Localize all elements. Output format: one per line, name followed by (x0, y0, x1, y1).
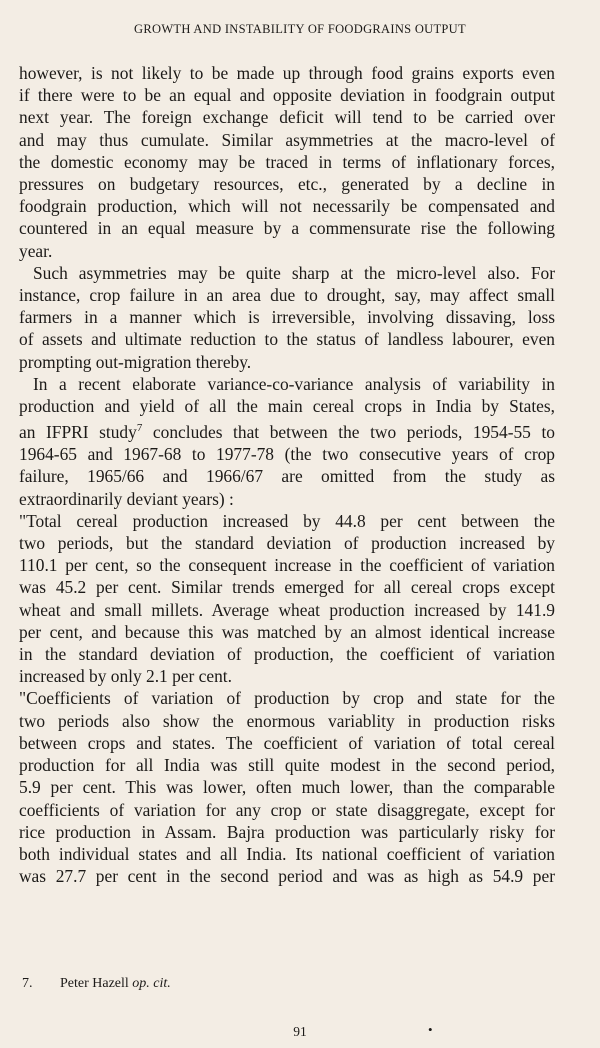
footnote (22, 976, 171, 992)
text-line: wheat and small millets. Average wheat production increased by 141.9 (19, 599, 555, 620)
text-line: prompting out-migration thereby. (19, 351, 252, 372)
text-line: 110.1 per cent, so the consequent increase in the coefficient of variation (19, 555, 555, 576)
text-line: an IFPRI study$^7$ concludes that between the two periods, 1954-55 to (19, 422, 555, 443)
text-line: the domestic economy may be traced in terms of inflationary forces, (19, 151, 555, 172)
text-line: if there were to be an equal and opposite deviation in foodgrain output (19, 85, 555, 106)
text-line: two periods, but the standard deviation of production increased by (19, 533, 555, 554)
text-line: 5.9 per cent. This was lower, often much lower, than the comparable (19, 777, 555, 798)
text-line: 1964-65 and 1967-68 to 1977-78 (the two consecutive years of crop (19, 444, 555, 465)
page-number: 91 (293, 1024, 307, 1039)
text-line: and may thus cumulate. Similar asymmetries at the macro-level of (19, 129, 555, 150)
text-line: instance, crop failure in an area due to drought, say, may affect small (19, 285, 555, 306)
text-line: was 45.2 per cent. Similar trends emerged for all cereal crops except (19, 577, 555, 598)
text-line: production and yield of all the main cereal crops in India by States, (19, 396, 555, 417)
quote-start: "Coefficients of variation of production by crop and state for the (19, 688, 555, 709)
body-text (19, 62, 555, 887)
text-line: of assets and ultimate reduction to the status of landless labourer, even (19, 329, 555, 350)
text-line: production for all India was still quite modest in the second period, (19, 755, 555, 776)
text-line: coefficients of variation for any crop or state disaggregate, except for (19, 799, 555, 820)
text-line: year. (19, 240, 53, 261)
text-line: both individual states and all India. Its national coefficient of variation (19, 843, 555, 864)
text-line: in the standard deviation of production, the coefficient of variation (19, 644, 555, 665)
text-line: farmers in a manner which is irreversible, involving dissaving, loss (19, 307, 555, 328)
text-line: extraordinarily deviant years) : (19, 488, 234, 509)
footnote-ref-marker: 7 (136, 422, 143, 435)
text-line: two periods also show the enormous variablity in production risks (19, 710, 555, 731)
text-line: between crops and states. The coefficient of variation of total cereal (19, 732, 555, 753)
text-line: per cent, and because this was matched by an almost identical increase (19, 621, 555, 642)
text-line: foodgrain production, which will not necessarily be compensated and (19, 196, 555, 217)
text-line: rice production in Assam. Bajra production was particularly risky for (19, 821, 555, 842)
running-head: GROWTH AND INSTABILITY OF FOODGRAINS OUTPUT (134, 22, 466, 36)
paragraph-start: Such asymmetries may be quite sharp at the micro-level also. For (33, 262, 555, 283)
text-line: was 27.7 per cent in the second period and was as high as 54.9 per (19, 866, 555, 887)
quote-start: "Total cereal production increased by 44.8 per cent between the (19, 510, 555, 531)
text-line: however, is not likely to be made up through food grains exports even (19, 63, 555, 83)
ink-dot: • (428, 1022, 433, 1037)
paragraph-start: In a recent elaborate variance-co-variance analysis of variability in (33, 373, 555, 394)
text-line: next year. The foreign exchange deficit will tend to be carried over (19, 107, 555, 128)
text-line: failure, 1965/66 and 1966/67 are omitted from the study as (19, 466, 555, 487)
text-line: pressures on budgetary resources, etc., generated by a decline in (19, 174, 555, 195)
footnote-author: Peter Hazell (60, 976, 129, 991)
footnote-reference: op. cit. (132, 976, 171, 991)
text-line: countered in an equal measure by a commensurate rise the following (19, 218, 555, 239)
footnote-number: 7. (22, 976, 33, 991)
text-line: increased by only 2.1 per cent. (19, 666, 232, 687)
